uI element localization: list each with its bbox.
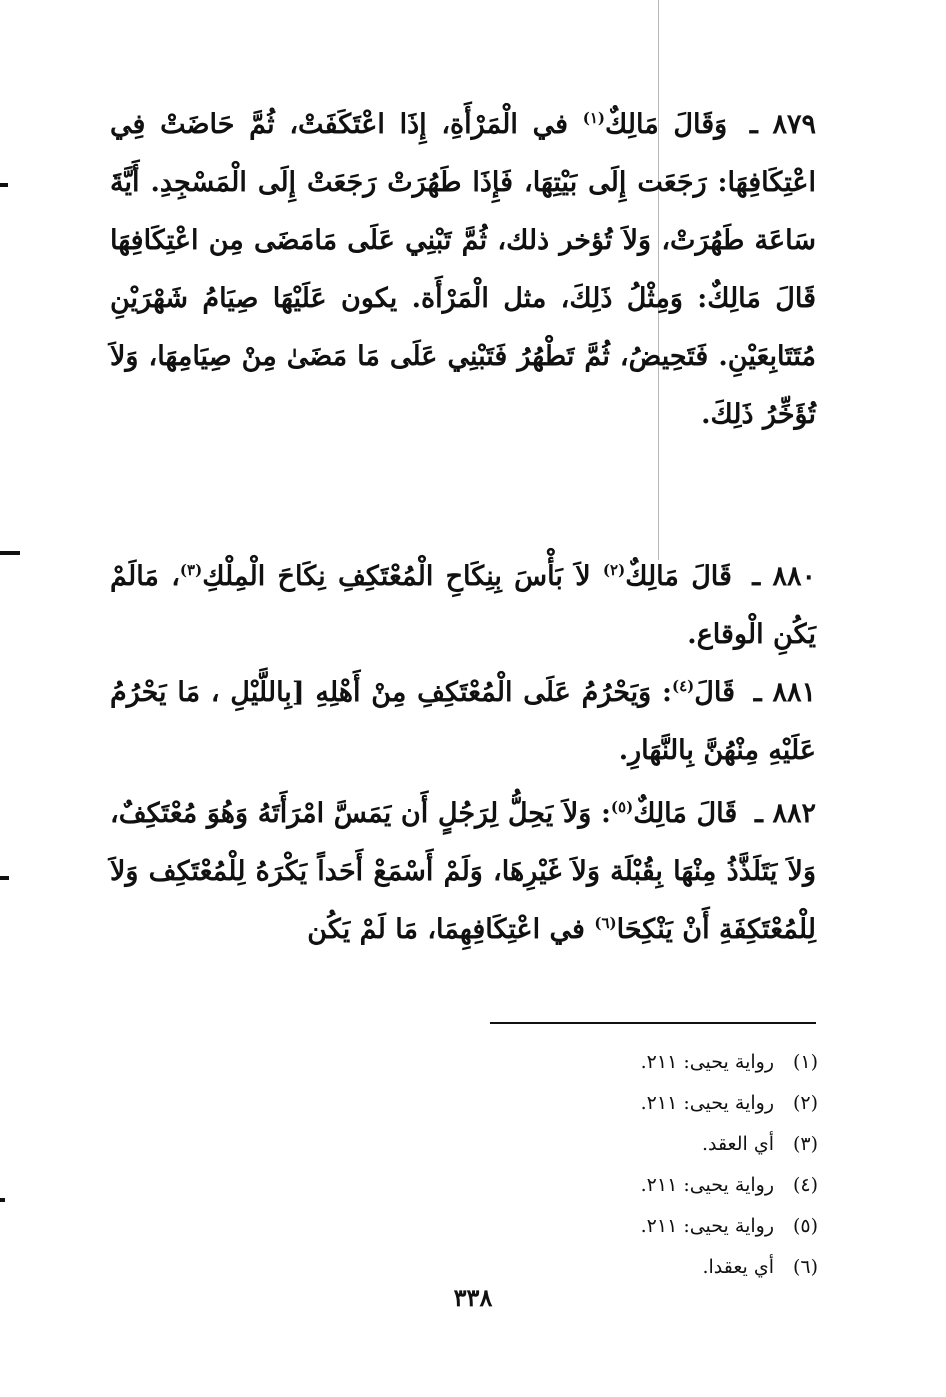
footnote-item: [500, 1042, 818, 1083]
footnote-reference[interactable]: (٣): [179, 561, 203, 579]
paragraph-881: [110, 664, 816, 780]
footnote-item: [500, 1247, 818, 1288]
footnote-reference[interactable]: (٤): [671, 677, 695, 695]
footnote-text: أي العقد.: [701, 1133, 774, 1155]
paragraph-text: وَقَالَ مَالِكٌ: [605, 109, 728, 140]
footnote-number: (٥): [792, 1215, 818, 1237]
footnote-text: أي يعقدا.: [702, 1256, 774, 1278]
footnote-text: رواية يحيى: ٢١١.: [640, 1215, 774, 1237]
paragraph-text: قَالَ مَالِكٌ: [633, 798, 738, 829]
scan-edge-mark: [0, 1198, 5, 1202]
footnote-number: (٤): [792, 1174, 818, 1196]
paragraph-879: [110, 96, 816, 444]
paragraph-text: في اعْتِكَافِهِمَا، مَا لَمْ يَكُن: [307, 914, 585, 945]
scan-edge-mark: [0, 551, 20, 555]
footnote-item: [500, 1206, 818, 1247]
paragraph-text: قَالَ: [694, 677, 735, 708]
footnote-divider: [490, 1022, 816, 1024]
footnote-item: [500, 1124, 818, 1165]
paragraph-text: قَالَ مَالِكٌ: [625, 561, 732, 592]
page-number: ٣٣٨: [453, 1283, 493, 1312]
paragraph-number: ٨٧٩ ـ: [749, 109, 816, 140]
footnote-text: رواية يحيى: ٢١١.: [640, 1092, 774, 1114]
footnotes-list: [500, 1042, 818, 1288]
scan-edge-mark: [0, 876, 9, 880]
paragraph-880: [110, 548, 816, 664]
paragraph-text: ، مَالَمْ يَكُنِ الْوقاع.: [110, 561, 816, 650]
footnote-item: [500, 1165, 818, 1206]
paragraph-number: ٨٨٠ ـ: [752, 561, 817, 592]
footnote-item: [500, 1083, 818, 1124]
footnote-number: (٣): [792, 1133, 818, 1155]
paragraph-text: لاَ بَأْسَ بِنِكَاحِ الْمُعْتَكِفِ نِكَاحَ الْمِلْكِ: [202, 561, 591, 592]
footnote-reference[interactable]: (٥): [610, 798, 634, 816]
paragraph-number: ٨٨٢ ـ: [754, 798, 817, 829]
paragraph-text: : وَيَحْرُمُ عَلَى الْمُعْتَكِفِ مِنْ أَهْلِهِ [بِاللَّيْلِ ، مَا يَحْرُمُ عَلَيْهِ مِنْهُنَّ بِالنَّهَارِ.: [110, 677, 816, 766]
footnote-reference[interactable]: (٦): [594, 914, 617, 932]
paragraph-text: : وَلاَ يَحِلُّ لِرَجُلٍ أَن يَمَسَّ امْرَأَتَهُ وَهُوَ مُعْتَكِفٌ، وَلاَ يَتَلَذَّذُ مِنْهَا بِقُبْلَة وَلاَ غَيْرِهَا، وَلَمْ أَسْمَعْ أَحَداً يَكْرَهُ لِلْمُعْتَكِف وَلاَ لِلْمُعْتَكِفَةِ أَنْ يَنْكِحَا: [110, 798, 816, 945]
footnote-reference[interactable]: (٢): [602, 561, 626, 579]
footnote-number: (٢): [792, 1092, 818, 1114]
footnote-reference[interactable]: (١): [582, 109, 606, 127]
paragraph-text: في الْمَرْأَةِ، إِذَا اعْتَكَفَتْ، ثُمَّ حَاضَتْ فِي اعْتِكَافِهَا: رَجَعَت إِلَى بَيْتِهَا، فَإِذَا طَهُرَتْ رَجَعَتْ إِلَى الْمَسْجِدِ. أَيَّةَ سَاعَة طَهُرَتْ، وَلاَ تُؤخر ذلك، ثُمَّ تَبْنِي عَلَى مَامَضَى مِن اعْتِكَافِهَا قَالَ مَالِكٌ: وَمِثْلُ ذَلِكَ، مثل الْمَرْأَة. يكون عَلَيْهَا صِيَامُ شَهْرَيْنِ مُتَتَابِعَيْنِ. فَتَحِيضُ، ثُمَّ تَطْهُرُ فَتَبْنِي عَلَى مَا مَضَىٰ مِنْ صِيَامِهَا، وَلاَ تُؤَخِّرُ ذَلِكَ.: [110, 109, 816, 430]
footnote-number: (٦): [792, 1256, 818, 1278]
footnote-number: (١): [792, 1051, 818, 1073]
paragraph-882: [110, 785, 816, 959]
footnote-text: رواية يحيى: ٢١١.: [640, 1174, 774, 1196]
paragraph-number: ٨٨١ ـ: [753, 677, 817, 708]
footnote-text: رواية يحيى: ٢١١.: [640, 1051, 774, 1073]
scan-edge-mark: [0, 183, 8, 187]
